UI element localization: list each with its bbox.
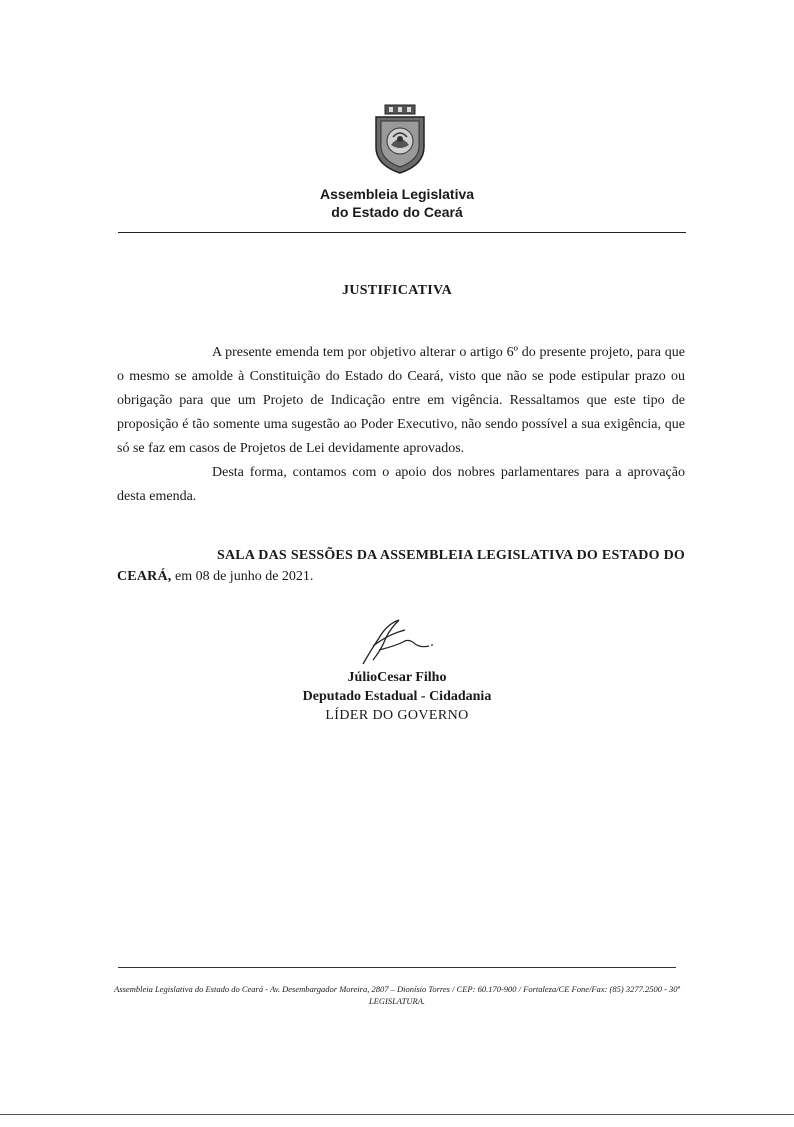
ceara-coat-of-arms-icon [371,103,429,175]
signer-title: LÍDER DO GOVERNO [325,708,469,723]
closing-location: SALA DAS SESSÕES DA ASSEMBLEIA LEGISLATIVA DO ESTADO DO CEARÁ, [117,548,685,584]
institution-name-line2: do Estado do Ceará [331,204,463,220]
document-heading: JUSTIFICATIVA [342,283,452,298]
body-paragraph: A presente emenda tem por objetivo alterar o artigo 6º do presente projeto, para que o mesmo se amolde à Constituição do Estado do Ceará, visto que não se pode estipular prazo ou obrigação para que um Projeto de Indicação entre em vigência. Ressaltamos que este tipo de proposição é tão somente uma sugestão ao Poder Executivo, não sendo possível a sua exigência, que só se faz em casos de Projetos de Lei devidamente aprovados. [117,345,685,456]
document-body [117,341,685,509]
closing-date: em 08 de junho de 2021. [171,569,314,584]
institution-name-line1: Assembleia Legislativa [319,186,475,202]
signer-name: JúlioCesar Filho [347,670,447,685]
closing-statement [117,545,685,587]
signer-role: Deputado Estadual - Cidadania [302,689,492,704]
page-bottom-rule [0,1114,794,1115]
handwritten-signature [355,616,435,668]
footer-divider [118,967,676,968]
footer-address: Assembleia Legislativa do Estado do Ceará - Av. Desembargador Moreira, 2807 – Dionísio Torres / CEP: 60.170-900 / Fortaleza/CE Fone/Fax: (85) 3277.2500 - 30ª LEGISLATURA. [114,984,680,1006]
header-divider [118,232,686,233]
body-paragraph: Desta forma, contamos com o apoio dos nobres parlamentares para a aprovação desta emenda. [117,465,685,504]
